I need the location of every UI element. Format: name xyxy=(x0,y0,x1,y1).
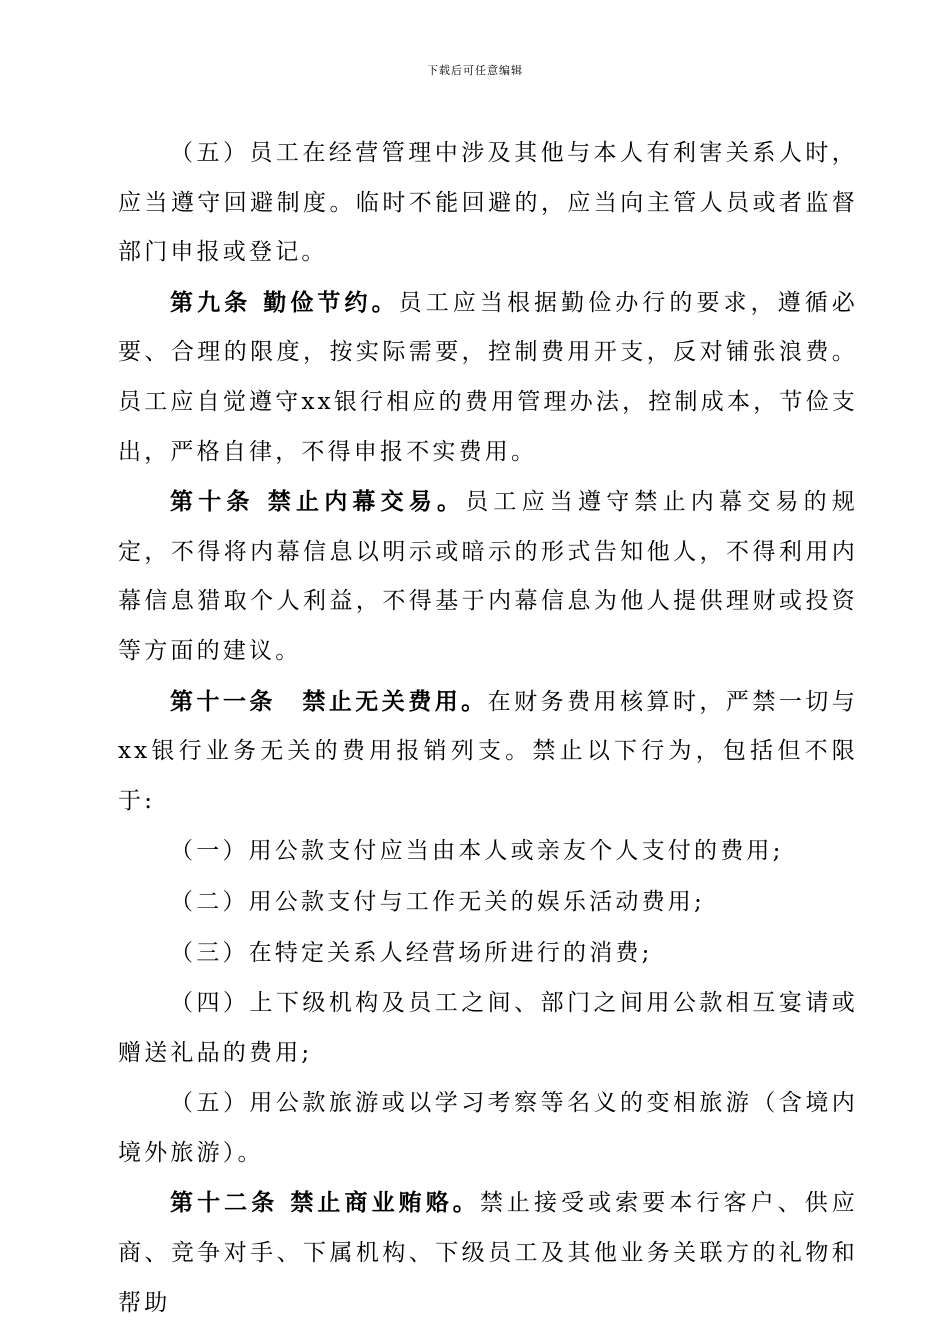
list-item-4: （四）上下级机构及员工之间、部门之间用公款相互宴请或赠送礼品的费用; xyxy=(118,990,858,1066)
document-body xyxy=(118,128,858,1328)
article-heading: 第九条 勤俭节约。 xyxy=(170,288,399,316)
paragraph-article-10: 第十条 禁止内幕交易。员工应当遵守禁止内幕交易的规定，不得将内幕信息以明示或暗示的形式告知他人，不得利用内幕信息猎取个人利益，不得基于内幕信息为他人提供理财或投资等方面的建议。 xyxy=(118,488,858,664)
article-heading: 第十二条 禁止商业贿赂。 xyxy=(170,1189,480,1217)
paragraph-article-9: 第九条 勤俭节约。员工应当根据勤俭办行的要求，遵循必要、合理的限度，按实际需要，控制费用开支，反对铺张浪费。员工应自觉遵守xx银行相应的费用管理办法，控制成本，节俭支出，严格自律，不得申报不实费用。 xyxy=(118,288,858,465)
paragraph-article-12: 第十二条 禁止商业贿赂。禁止接受或索要本行客户、供应商、竞争对手、下属机构、下级员工及其他业务关联方的礼物和帮助 xyxy=(118,1189,858,1316)
list-item-2: （二）用公款支付与工作无关的娱乐活动费用; xyxy=(170,888,705,915)
page-header: 下载后可任意编辑 xyxy=(427,64,523,77)
article-heading: 第十条 禁止内幕交易。 xyxy=(170,488,466,516)
list-item-1: （一）用公款支付应当由本人或亲友个人支付的费用; xyxy=(170,838,784,865)
article-heading: 第十一条 禁止无关费用。 xyxy=(170,687,488,715)
paragraph-article-11: 第十一条 禁止无关费用。在财务费用核算时，严禁一切与xx银行业务无关的费用报销列支。禁止以下行为，包括但不限于: xyxy=(118,687,858,814)
paragraph-recusal: （五）员工在经营管理中涉及其他与本人有利害关系人时，应当遵守回避制度。临时不能回避的，应当向主管人员或者监督部门申报或登记。 xyxy=(118,140,858,266)
list-item-3: （三）在特定关系人经营场所进行的消费; xyxy=(170,939,653,966)
list-item-5: （五）用公款旅游或以学习考察等名义的变相旅游（含境内境外旅游）。 xyxy=(118,1090,858,1166)
